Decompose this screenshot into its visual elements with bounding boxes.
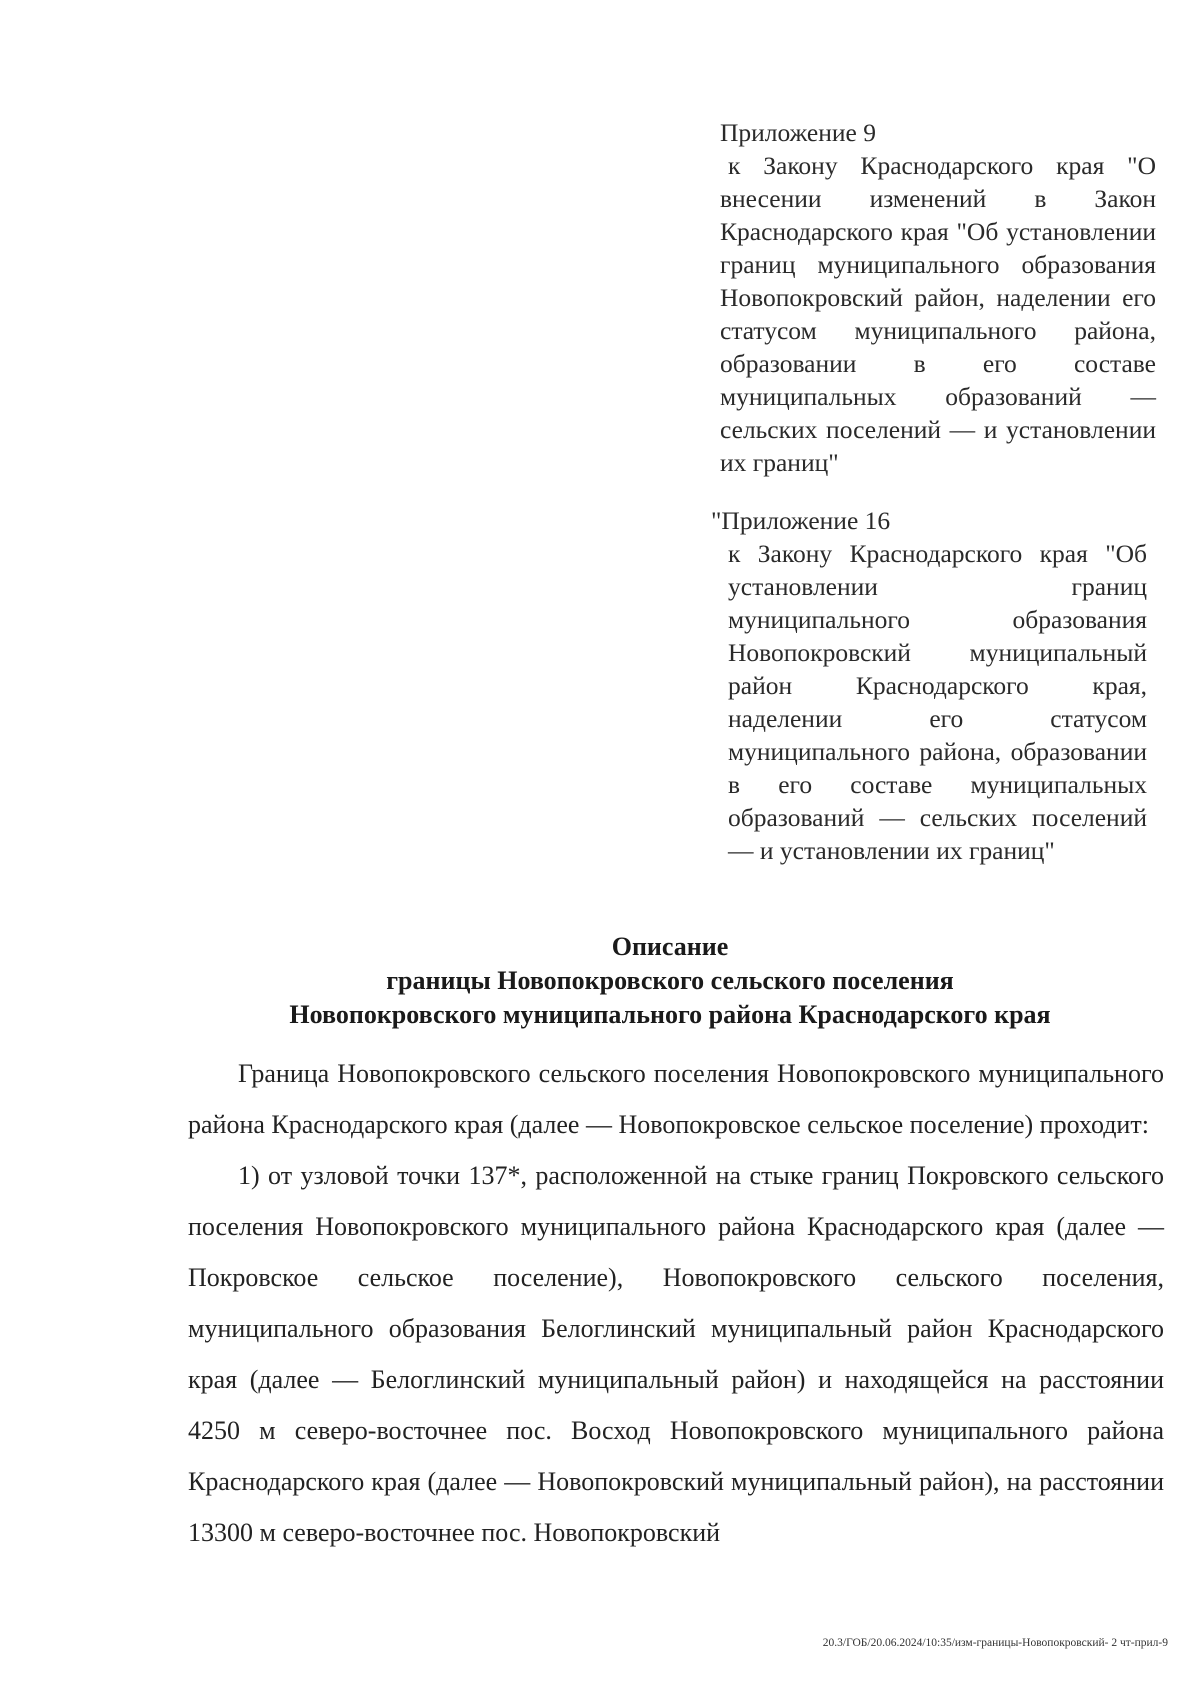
document-heading xyxy=(180,930,1160,1032)
appendix-9-text: к Закону Краснодарского края "О внесении изменений в Закон Краснодарского края "Об установлении границ муниципального образования Новопокровский район, наделении его статусом муниципального района, образовании в его составе муниципальных образований — сельских поселений — и установлении их границ" xyxy=(720,151,1156,477)
appendix-16-title: "Приложение 16 xyxy=(711,506,891,535)
heading-line-2: границы Новопокровского сельского поселения xyxy=(386,966,954,995)
appendix-16-block xyxy=(711,504,1147,867)
appendix-9-title: Приложение 9 xyxy=(720,118,876,147)
heading-line-3: Новопокровского муниципального района Краснодарского края xyxy=(289,1000,1051,1029)
appendix-16-text: к Закону Краснодарского края "Об установлении границ муниципального образования Новопокровский муниципальный район Краснодарского края, наделении его статусом муниципального района, образовании в его составе муниципальных образований — сельских поселений — и установлении их границ" xyxy=(728,539,1147,865)
document-body xyxy=(188,1048,1164,1558)
body-paragraph-2: 1) от узловой точки 137*, расположенной на стыке границ Покровского сельского поселения Новопокровского муниципального района Краснодарского края (далее — Покровское сельское поселение), Новопокровского сельского поселения, муниципального образования Белоглинский муниципальный район Краснодарского края (далее — Белоглинский муниципальный район) и находящейся на расстоянии 4250 м северо-восточнее пос. Восход Новопокровского муниципального района Краснодарского края (далее — Новопокровский муниципальный район), на расстоянии 13300 м северо-восточнее пос. Новопокровский xyxy=(188,1161,1164,1547)
document-footer-code: 20.3/ГОБ/20.06.2024/10:35/изм-границы-Новопокровский- 2 чт-прил-9 xyxy=(822,1637,1168,1649)
heading-line-1: Описание xyxy=(611,932,729,961)
body-paragraph-1: Граница Новопокровского сельского поселения Новопокровского муниципального района Краснодарского края (далее — Новопокровское сельское поселение) проходит: xyxy=(188,1059,1164,1139)
appendix-9-block xyxy=(720,116,1156,479)
